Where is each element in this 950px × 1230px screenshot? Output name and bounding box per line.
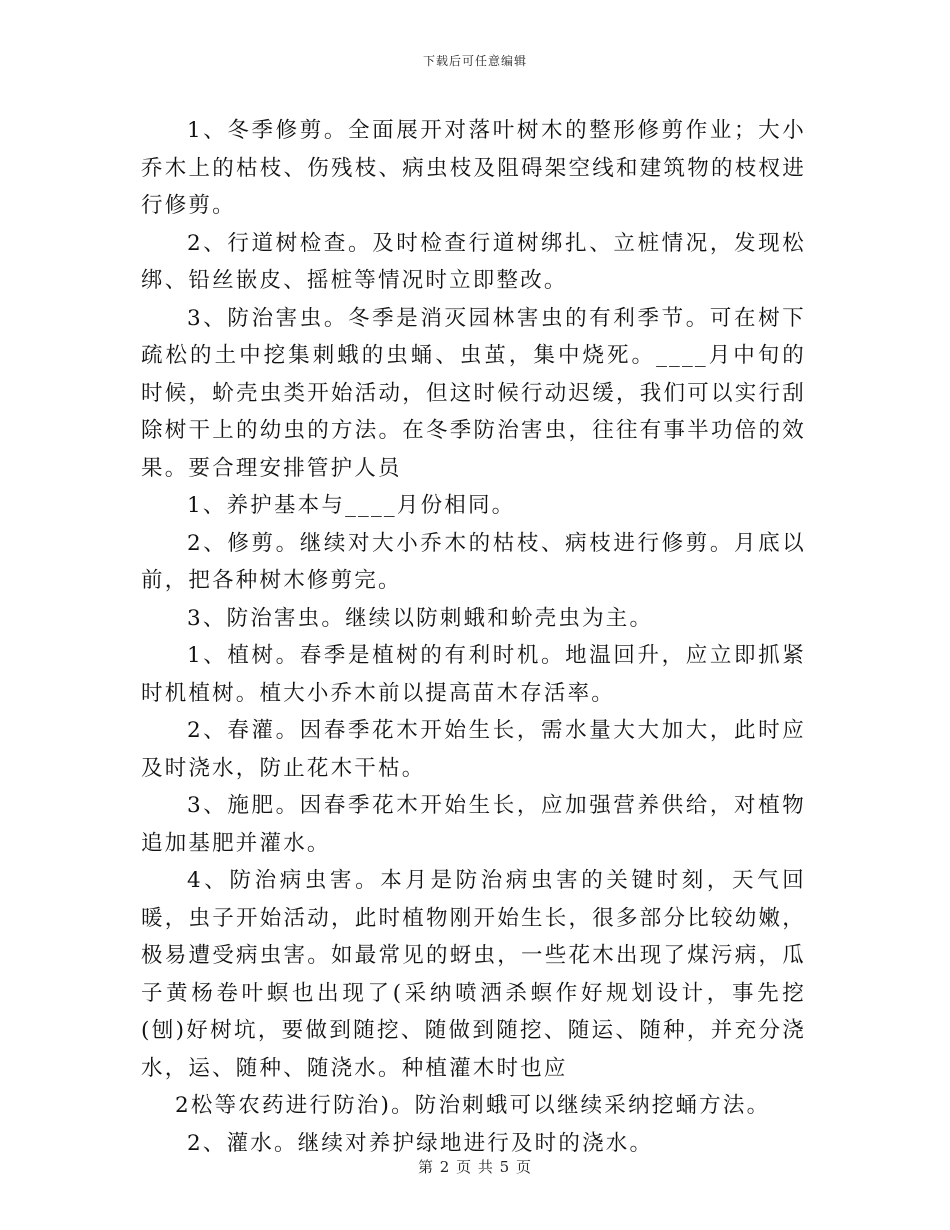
paragraph-pesticide-note: 2松等农药进行防治)。防治刺蛾可以继续采纳挖蛹方法。: [175, 1093, 771, 1118]
paragraph-winter-pruning: 1、冬季修剪。全面展开对落叶树木的整形修剪作业；大小乔木上的枯枝、伤残枝、病虫枝及阻碍架空线和建筑物的枝杈进行修剪。: [141, 118, 806, 218]
paragraph-disease-control: 4、防治病虫害。本月是防治病虫害的关键时刻，天气回暖，虫子开始活动，此时植物刚开始生长，很多部分比较幼嫩，极易遭受病虫害。如最常见的蚜虫，一些花木出现了煤污病，瓜子黄杨卷叶螟也出现了(采纳喷洒杀螟作好规划设计，事先挖(刨)好树坑，要做到随挖、随做到随挖、随运、随种，并充分浇水，运、随种、随浇水。种植灌木时也应: [141, 868, 806, 1081]
paragraph-planting: 1、植树。春季是植树的有利时机。地温回升，应立即抓紧时机植树。植大小乔木前以提高苗木存活率。: [141, 643, 806, 706]
page-header: 下载后可任意编辑: [422, 54, 527, 68]
paragraph-maintenance-same: 1、养护基本与____月份相同。: [187, 493, 516, 518]
document-body: [141, 112, 806, 1162]
paragraph-spring-irrigation: 2、春灌。因春季花木开始生长，需水量大大加大，此时应及时浇水，防止花木干枯。: [141, 718, 806, 781]
page-number-footer: 第 2 页 共 5 页: [418, 1158, 532, 1176]
paragraph-pruning: 2、修剪。继续对大小乔木的枯枝、病枝进行修剪。月底以前，把各种树木修剪完。: [141, 530, 806, 593]
paragraph-pest-control-winter: 3、防治害虫。冬季是消灭园林害虫的有利季节。可在树下疏松的土中挖集刺蛾的虫蛹、虫茧，集中烧死。____月中旬的时候，蚧壳虫类开始活动，但这时候行动迟缓，我们可以实行刮除树干上的幼虫的方法。在冬季防治害虫，往往有事半功倍的效果。要合理安排管护人员: [141, 305, 806, 481]
paragraph-fertilizing: 3、施肥。因春季花木开始生长，应加强营养供给，对植物追加基肥并灌水。: [141, 793, 806, 856]
paragraph-street-tree-check: 2、行道树检查。及时检查行道树绑扎、立桩情况，发现松绑、铅丝嵌皮、摇桩等情况时立即整改。: [141, 230, 806, 293]
paragraph-watering: 2、灌水。继续对养护绿地进行及时的浇水。: [187, 1130, 654, 1156]
paragraph-pest-control: 3、防治害虫。继续以防刺蛾和蚧壳虫为主。: [187, 605, 654, 631]
